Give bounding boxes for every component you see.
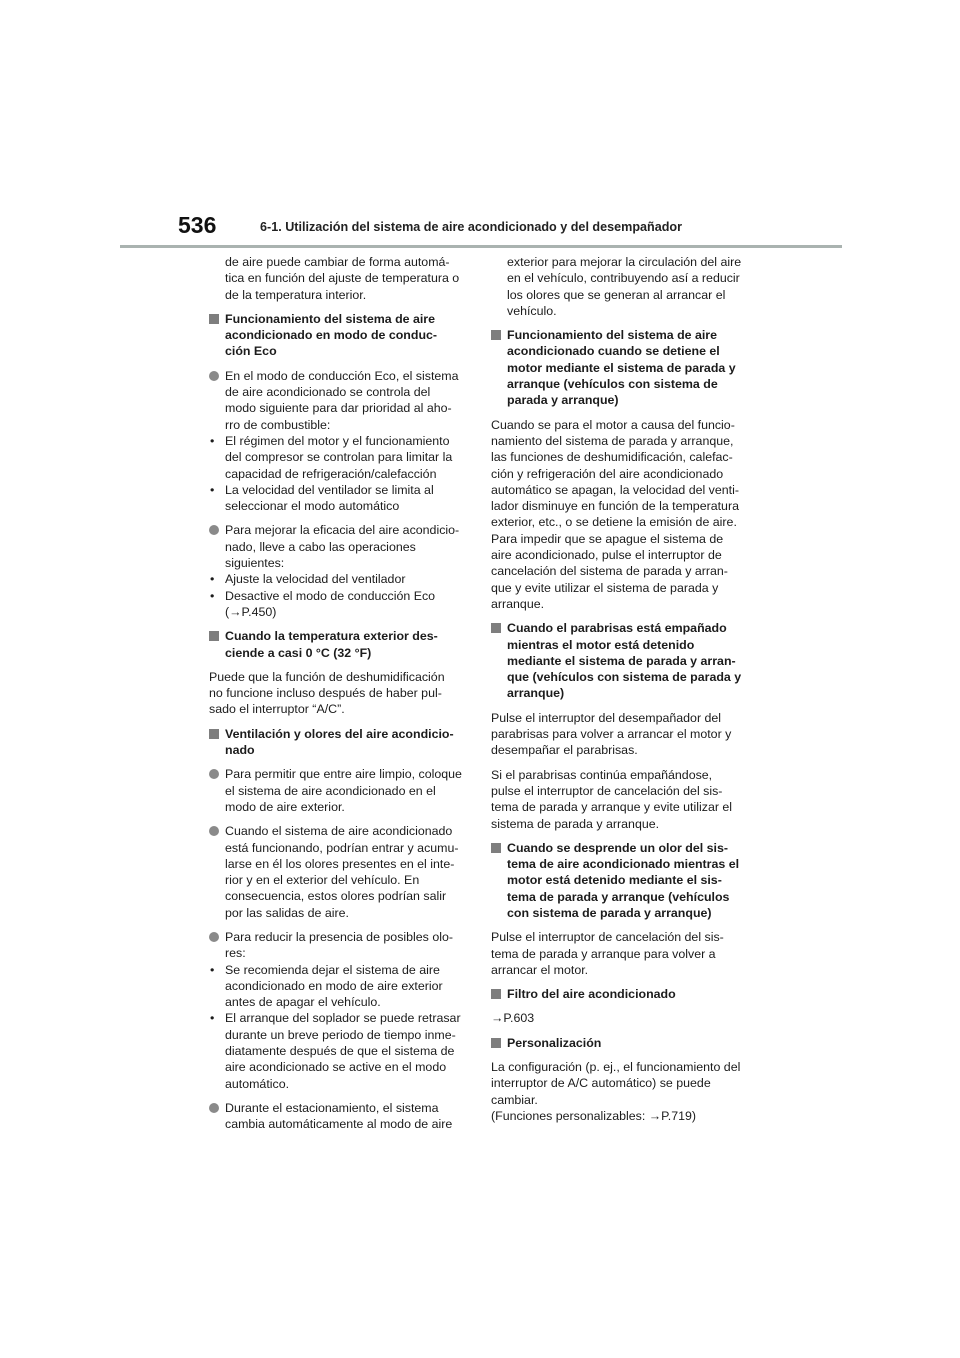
sub-item [209,588,467,621]
square-bullet-icon [491,1038,501,1048]
square-bullet-icon [491,623,501,633]
bullet-text: Durante el estacionamiento, el sistema cambia automáticamente al modo de aire [225,1100,453,1132]
paragraph: Si el parabrisas continúa empañándose, pulse el interruptor de cancelación del sis- tema de parada y arranque y evite utilizar el sistema de parada y arranque. [491,767,733,831]
heading-text: Funcionamiento del sistema de aire acondicionado cuando se detiene el motor mediante el sistema de parada y arranque (vehículos con sistema de parada y arranque) [507,328,736,408]
bullet-text: Para reducir la presencia de posibles olo- res: [225,929,453,961]
bullet-text: Para permitir que entre aire limpio, coloque el sistema de aire acondicionado en el modo de aire exterior. [225,767,462,814]
heading-text: Cuando el parabrisas está empañado mientras el motor está detenido mediante el sistema de parada y arran- que (vehículos con sistema de parada y arranque) [507,621,742,701]
circle-bullet-icon [209,769,219,779]
continued-text: exterior para mejorar la circulación del aire en el vehículo, contribuyendo así a reducir los olores que se generan al arrancar el vehículo. [507,255,742,318]
sub-item-text: La velocidad del ventilador se limita al seleccionar el modo automático [225,482,434,514]
continued-text: de aire puede cambiar de forma automá- tica en función del ajuste de temperatura o de la temperatura interior. [225,255,460,302]
bullet-item [209,823,467,921]
circle-bullet-icon [209,525,219,535]
heading-customization [491,1035,753,1051]
heading-odor [491,840,753,921]
circle-bullet-icon [209,371,219,381]
square-bullet-icon [491,330,501,340]
heading-text: Cuando la temperatura exterior des- ciende a casi 0 °C (32 °F) [225,629,438,660]
sub-item [209,433,467,482]
heading-text: Personalización [507,1035,602,1050]
sub-bullet-icon: • [210,1011,215,1026]
bullet-item [209,368,467,515]
paragraph: Cuando se para el motor a causa del funcio- namiento del sistema de parada y arranque, las funciones de deshumidificación, calefac- ción y refrigeración del aire acondicionado automático se apagan, la velocidad del venti- lador disminuye en función de la temperatura exterior, etc., o se detiene la emisión de aire. Para impedir que se apague el sistema de aire acondicionado, pulse el interruptor de cancelación del sistema de parada y arran- que y evite utilizar el sistema de parada y arranque. [491,417,739,611]
bullet-item [209,766,467,815]
circle-bullet-icon [209,932,219,942]
heading-text: Funcionamiento del sistema de aire acondicionado en modo de conduc- ción Eco [225,311,438,359]
paragraph: Puede que la función de deshumidificación no funcione incluso después de haber pul- sado el interruptor “A/C”. [209,669,445,717]
sub-item-text: Desactive el modo de conducción Eco (→P.450) [225,588,436,619]
square-bullet-icon [491,989,501,999]
paragraph: Pulse el interruptor del desempañador del parabrisas para volver a arrancar el motor y desempañar el parabrisas. [491,710,732,758]
square-bullet-icon [209,314,219,324]
bullet-text: En el modo de conducción Eco, el sistema de aire acondicionado se controla del modo siguiente para dar prioridad al aho- rro de combustible: [225,368,459,432]
square-bullet-icon [209,631,219,641]
square-bullet-icon [491,843,501,853]
sub-bullet-icon: • [210,433,215,448]
header-divider [120,245,842,248]
left-column [209,254,467,1141]
bullet-item [209,1100,467,1133]
heading-text: Filtro del aire acondicionado [507,987,676,1002]
sub-bullet-icon: • [210,962,215,977]
circle-bullet-icon [209,1103,219,1113]
bullet-item [209,929,467,1092]
bullet-text: Para mejorar la eficacia del aire acondicio- nado, lleve a cabo las operaciones siguientes: [225,523,460,571]
sub-item [209,571,467,587]
circle-bullet-icon [209,826,219,836]
page-number: 536 [178,212,217,238]
page-reference: →P.603 [491,1011,535,1026]
sub-item-text: Ajuste la velocidad del ventilador [225,572,406,587]
heading-low-temperature [209,628,467,661]
heading-ventilation [209,726,467,759]
heading-stop-start [491,327,753,408]
sub-bullet-icon: • [210,588,215,603]
sub-bullet-icon: • [210,482,215,497]
heading-eco-mode [209,311,467,360]
sub-item [209,962,467,1011]
heading-windshield-fog [491,620,753,701]
square-bullet-icon [209,729,219,739]
sub-item-text: El arranque del soplador se puede retrasar durante un breve periodo de tiempo inme- diatamente después de que el sistema de aire acondicionado se active en el modo automático. [225,1011,461,1091]
sub-item-text: Se recomienda dejar el sistema de aire acondicionado en modo de aire exterior antes de apagar el vehículo. [225,962,443,1010]
paragraph: La configuración (p. ej., el funcionamiento del interruptor de A/C automático) se puede cambiar. (Funciones personalizables: →P.719) [491,1060,741,1123]
section-title: 6-1. Utilización del sistema de aire acondicionado y del desempañador [260,220,683,234]
heading-filter [491,986,753,1002]
heading-text: Cuando se desprende un olor del sis- tema de aire acondicionado mientras el motor está detenido mediante el sis- tema de parada y arranque (vehículos con sistema de parada y arranque) [507,840,740,920]
sub-item [209,1010,467,1091]
right-column [491,254,753,1132]
sub-item-text: El régimen del motor y el funcionamiento del compresor se controlan para limitar la capacidad de refrigeración/calefacción [225,433,453,481]
sub-bullet-icon: • [210,572,215,587]
bullet-item [209,522,467,620]
heading-text: Ventilación y olores del aire acondicio- nado [225,726,454,758]
bullet-text: Cuando el sistema de aire acondicionado está funcionando, podrían entrar y acumu- larse en él los olores presentes en el inte- rior y en el exterior del vehículo. En consecuencia, estos olores podrían salir por las salidas de aire. [225,824,459,920]
paragraph: Pulse el interruptor de cancelación del sis- tema de parada y arranque para volver a arrancar el motor. [491,930,724,977]
sub-item [209,482,467,515]
